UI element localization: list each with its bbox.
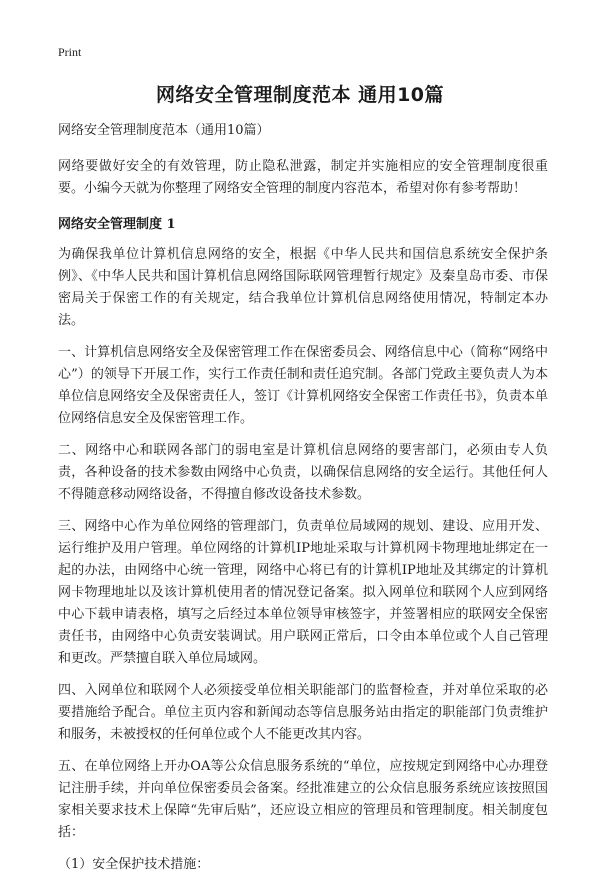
body-paragraph: 三、网络中心作为单位网络的管理部门，负责单位局域网的规划、建设、应用开发、运行维护及用户管理。单位网络的计算机IP地址采取与计算机网卡物理地址绑定在一起的办法，由网络中心统一管理，网络中心将已有的计算机IP地址及其绑定的计算机网卡物理地址以及该计算机使用者的情况登记备案。拟入网单位和联网个人应到网络中心下载申请表格，填写之后经过本单位领导审核签字，并签署相应的联网安全保密责任书，由网络中心负责安装调试。用户联网正常后，口令由本单位或个人自己管理和更改。严禁擅自联入单位局域网。	[58, 519, 548, 666]
body-paragraph: 为确保我单位计算机信息网络的安全，根据《中华人民共和国信息系统安全保护条例》、《中华人民共和国计算机信息网络国际联网管理暂行规定》及秦皇岛市委、市保密局关于保密工作的有关规定，结合我单位计算机信息网络使用情况，特制定本办法。	[58, 247, 548, 328]
body-paragraph: 四、入网单位和联网个人必须接受单位相关职能部门的监督检查，并对单位采取的必要措施给予配合。单位主页内容和新闻动态等信息服务站由指定的职能部门负责维护和服务，未被授权的任何单位或个人不能更改其内容。	[58, 683, 548, 742]
document-subtitle: 网络安全管理制度范本（通用10篇）	[58, 123, 270, 138]
body-paragraph: 一、计算机信息网络安全及保密管理工作在保密委员会、网络信息中心（简称“网络中心”）的领导下开展工作，实行工作责任制和责任追究制。各部门党政主要负责人为本单位信息网络安全及保密责任人，签订《计算机网络安全保密工作责任书》，负责本单位网络信息安全及保密管理工作。	[58, 345, 548, 426]
list-item: （1）安全保护技术措施：	[58, 857, 210, 872]
document-body	[58, 120, 548, 886]
section-heading: 网络安全管理制度 1	[58, 217, 176, 232]
intro-paragraph: 网络要做好安全的有效管理，防止隐私泄露，制定并实施相应的安全管理制度很重要。小编今天就为你整理了网络安全管理的制度内容范本，希望对你有参考帮助！	[58, 159, 548, 196]
body-paragraph: 二、网络中心和联网各部门的弱电室是计算机信息网络的要害部门，必须由专人负责，各种设备的技术参数由网络中心负责，以确保信息网络的安全运行。其他任何人不得随意移动网络设备，不得擅自修改设备技术参数。	[58, 443, 548, 502]
page-title: 网络安全管理制度范本 通用10篇	[155, 84, 445, 106]
body-paragraph: 五、在单位网络上开办OA等公众信息服务系统的“单位，应按规定到网络中心办理登记注册手续，并向单位保密委员会备案。经批准建立的公众信息服务系统应该按照国家相关要求技术上保障“先审后贴”，还应设立相应的管理员和管理制度。相关制度包括：	[58, 759, 548, 840]
print-link[interactable]: Print	[58, 45, 82, 59]
